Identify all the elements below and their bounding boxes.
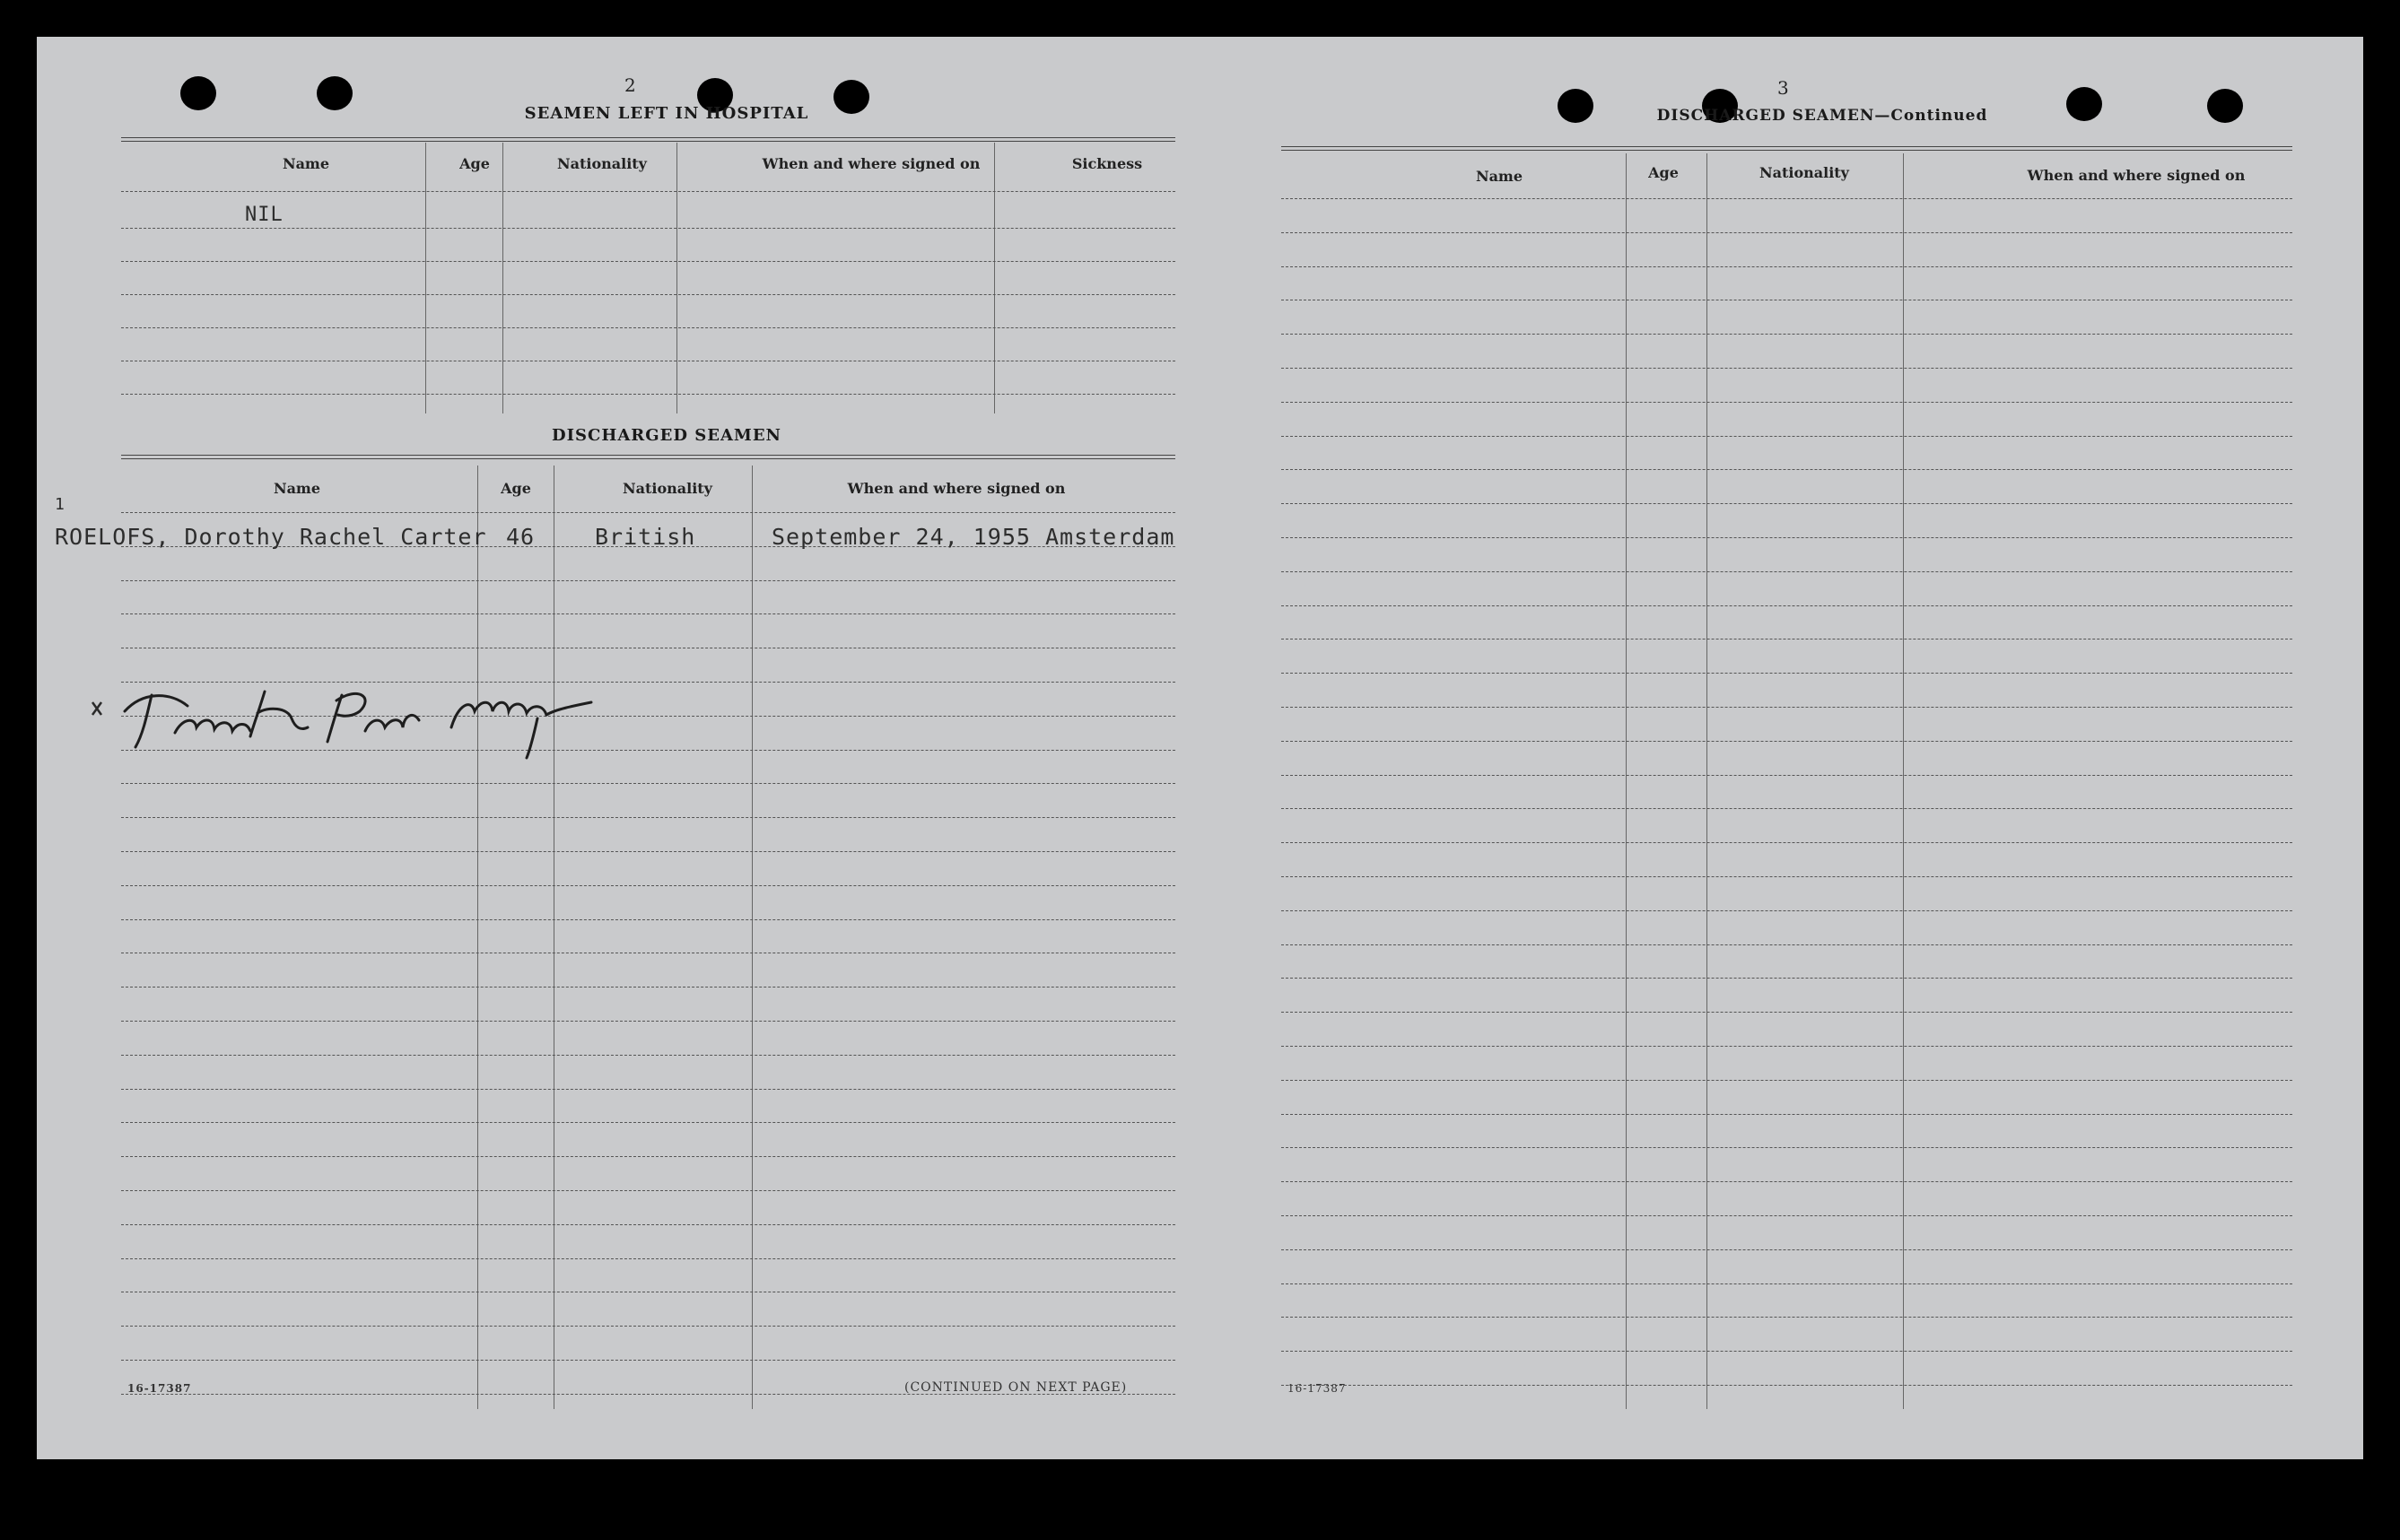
col-header-nationality: Nationality [1759,164,1849,181]
seaman-nationality: British [595,524,696,550]
ruled-line [1281,334,2292,335]
col-header-sickness: Sickness [1071,155,1143,172]
column-divider [752,465,753,1409]
row-marker: 1 [55,495,65,514]
ruled-line [1281,537,2292,538]
ruled-line [1281,1351,2292,1352]
column-divider [676,143,677,413]
col-header-nationality: Nationality [557,155,647,172]
ruled-line [1281,910,2292,911]
column-divider [502,143,503,413]
punch-hole [2207,89,2243,123]
ruled-line [1281,1317,2292,1318]
ruled-line [121,1326,1175,1327]
form-number: 16-17387 [127,1382,192,1395]
column-divider [1626,153,1627,1409]
ruled-line [121,261,1175,262]
ruled-line [1281,1147,2292,1148]
ruled-line [121,987,1175,988]
punch-hole [2066,87,2102,121]
ruled-line [1281,876,2292,877]
ruled-line [121,613,1175,614]
page-number: 2 [624,74,636,96]
form-number: 16-17387 [1287,1382,1347,1395]
seaman-age: 46 [506,524,536,550]
ruled-line [121,1055,1175,1056]
ruled-line [1281,1283,2292,1284]
double-rule [121,137,1175,142]
column-divider [425,143,426,413]
double-rule [121,455,1175,459]
column-divider [1706,153,1707,1409]
col-header-nationality: Nationality [623,480,712,497]
ruled-line [121,817,1175,818]
ruled-line [1281,1249,2292,1250]
ruled-line [121,512,1175,513]
column-divider [994,143,995,413]
ruled-line [1281,707,2292,708]
ruled-line [121,851,1175,852]
hospital-section-title: SEAMEN LEFT IN HOSPITAL [524,104,809,123]
ruled-line [1281,469,2292,470]
col-header-signed-on: When and where signed on [2027,167,2246,184]
ruled-line [121,1224,1175,1225]
ruled-line [121,1360,1175,1361]
ruled-line [121,919,1175,920]
ruled-line [121,191,1175,192]
ruled-line [121,394,1175,395]
ruled-line [1281,368,2292,369]
column-divider [477,465,478,1409]
ruled-line [1281,503,2292,504]
ruled-line [121,783,1175,784]
ruled-line [121,1122,1175,1123]
col-header-age: Age [501,480,531,497]
col-header-age: Age [1648,164,1679,181]
col-header-age: Age [459,155,490,172]
continued-note: (CONTINUED ON NEXT PAGE) [904,1380,1128,1395]
column-divider [1903,153,1904,1409]
ruled-line [121,1089,1175,1090]
discharged-section-title: DISCHARGED SEAMEN [551,426,782,445]
ruled-line [1281,232,2292,233]
ruled-line [121,885,1175,886]
col-header-name: Name [273,480,321,497]
ruled-line [1281,944,2292,945]
ruled-line [121,1156,1175,1157]
ruled-line [1281,1385,2292,1386]
seaman-name: ROELOFS, Dorothy Rachel Carter [55,524,487,550]
page-number: 3 [1777,77,1789,99]
ruled-line [1281,1080,2292,1081]
ruled-line [1281,266,2292,267]
col-header-name: Name [282,155,330,172]
ruled-line [1281,808,2292,809]
ruled-line [1281,198,2292,199]
ruled-line [121,1021,1175,1022]
ruled-line [1281,402,2292,403]
ruled-line [1281,673,2292,674]
ruled-line [1281,1012,2292,1013]
col-header-signed-on: When and where signed on [762,155,981,172]
ruled-line [121,1258,1175,1259]
ruled-line [1281,1046,2292,1047]
ruled-line [1281,978,2292,979]
ruled-line [121,1190,1175,1191]
manifest-sheet [37,37,2363,1459]
discharged-continued-title: DISCHARGED SEAMEN—Continued [1656,107,1988,125]
punch-hole [317,76,353,110]
ruled-line [121,228,1175,229]
double-rule [1281,146,2292,151]
seaman-signed-on: September 24, 1955 Amsterdam [772,524,1175,550]
ruled-line [1281,1215,2292,1216]
ruled-line [1281,775,2292,776]
ruled-line [1281,842,2292,843]
ruled-line [1281,436,2292,437]
ruled-line [1281,741,2292,742]
ruled-line [1281,571,2292,572]
ruled-line [1281,1114,2292,1115]
punch-hole [180,76,216,110]
ruled-line [1281,605,2292,606]
ruled-line [121,580,1175,581]
col-header-signed-on: When and where signed on [847,480,1066,497]
ruled-line [121,327,1175,328]
col-header-name: Name [1475,168,1523,185]
ruled-line [1281,1181,2292,1182]
punch-hole [1558,89,1593,123]
hospital-entry: NIL [245,204,284,226]
ruled-line [121,294,1175,295]
handwritten-note [89,665,609,763]
